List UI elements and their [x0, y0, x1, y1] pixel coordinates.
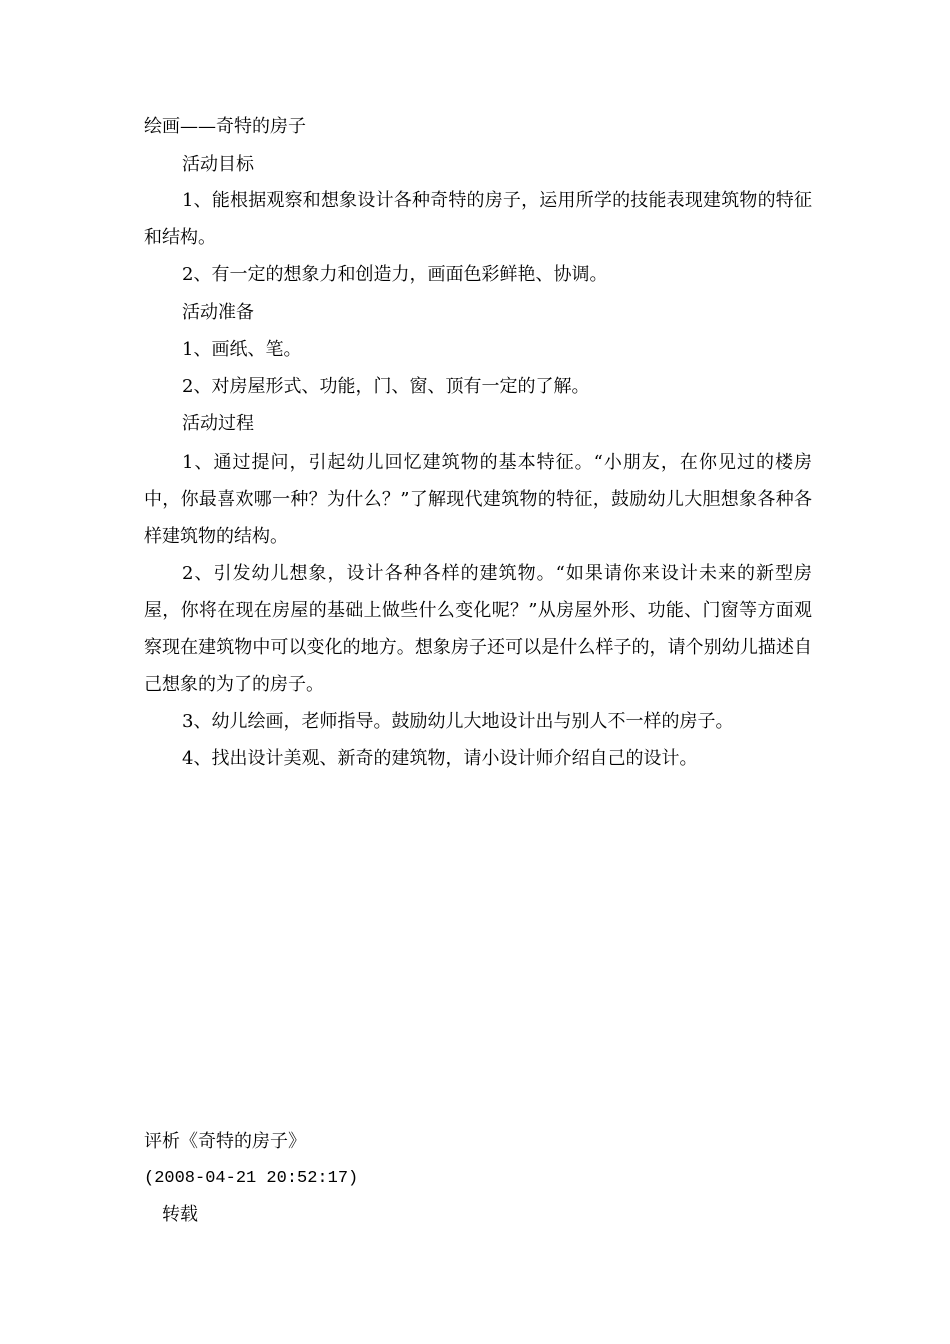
prep-item-1: 1、画纸、笔。 — [182, 339, 302, 360]
goal-item-1: 1、能根据观察和想象设计各种奇特的房子，运用所学的技能表现建筑物的特征和结构。 — [144, 190, 812, 248]
repost-label[interactable]: 转载 — [162, 1204, 198, 1225]
process-heading: 活动过程 — [182, 413, 254, 434]
prep-heading: 活动准备 — [182, 302, 254, 323]
document-title: 绘画——奇特的房子 — [144, 116, 306, 137]
prep-item-2: 2、对房屋形式、功能，门、窗、顶有一定的了解。 — [182, 376, 590, 397]
goal-item-2: 2、有一定的想象力和创造力，画面色彩鲜艳、协调。 — [182, 264, 608, 285]
process-item-3: 3、幼儿绘画，老师指导。鼓励幼儿大地设计出与别人不一样的房子。 — [182, 711, 734, 732]
review-timestamp: (2008-04-21 20:52:17) — [144, 1169, 359, 1188]
process-item-1: 1、通过提问，引起幼儿回忆建筑物的基本特征。“小朋友，在你见过的楼房中，你最喜欢哪一种？为什么？”了解现代建筑物的特征，鼓励幼儿大胆想象各种各样建筑物的结构。 — [144, 452, 812, 547]
review-title: 评析《奇特的房子》 — [144, 1131, 306, 1152]
process-item-2: 2、引发幼儿想象，设计各种各样的建筑物。“如果请你来设计未来的新型房屋，你将在现在房屋的基础上做些什么变化呢？”从房屋外形、功能、门窗等方面观察现在建筑物中可以变化的地方。想象房子还可以是什么样子的，请个别幼儿描述自己想象的为了的房子。 — [144, 563, 812, 695]
process-item-4: 4、找出设计美观、新奇的建筑物，请小设计师介绍自己的设计。 — [182, 748, 698, 769]
goals-heading: 活动目标 — [182, 154, 254, 175]
